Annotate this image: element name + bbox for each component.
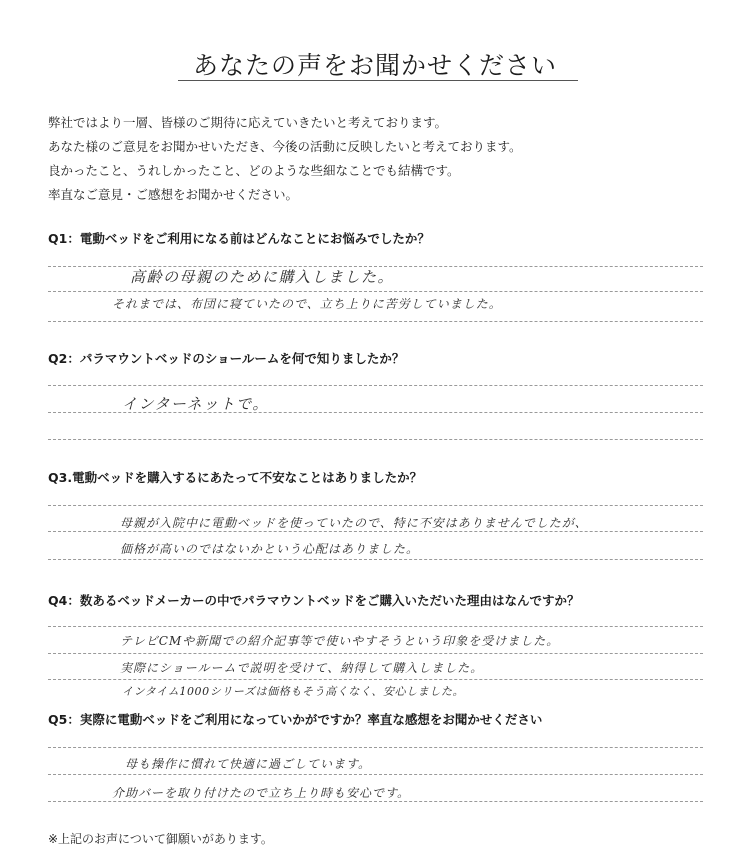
page-title: あなたの声をお聞かせください [192,51,557,80]
question-1-answer-line: 高齢の母親のために購入しました。 [130,268,395,286]
question-1-answer-line: それまでは、布団に寝ていたので、立ち上りに苦労していました。 [112,297,502,311]
intro-line: 率直なご意見・ご感想をお聞かせください。 [48,187,299,202]
intro-line: あなた様のご意見をお聞かせいただき、今後の活動に反映したいと考えております。 [48,139,522,154]
question-3-answer-line: 母親が入院中に電動ベッドを使っていたので、特に不安はありませんでしたが、 [120,516,588,530]
question-5-answer-line: 介助バーを取り付けたので立ち上り時も安心です。 [112,786,411,800]
answer-rule [48,774,703,775]
answer-rule [48,559,703,560]
question-2-label: Q2：パラマウントベッドのショールームを何で知りましたか？ [48,351,405,366]
question-1-label: Q1：電動ベッドをご利用になる前はどんなことにお悩みでしたか？ [48,231,430,246]
answer-rule [48,505,703,506]
question-4-answer-line: テレビCMや新聞での紹介記事等で使いやすそうという印象を受けました。 [120,634,560,648]
answer-rule [48,412,703,413]
intro-line: 弊社ではより一層、皆様のご期待に応えていきたいと考えております。 [48,115,448,130]
title-underline [178,80,578,81]
intro-text [48,111,522,207]
question-5-label: Q5：実際に電動ベッドをご利用になっていかがですか？率直な感想をお聞かせください [48,712,543,727]
question-4-label: Q4：数あるベッドメーカーの中でパラマウントベッドをご購入いただいた理由はなんですか？ [48,593,580,608]
question-3-answer-line: 価格が高いのではないかという心配はありました。 [120,542,420,556]
question-3-label: Q3.電動ベッドを購入するにあたって不安なことはありましたか？ [48,470,423,485]
answer-rule [48,626,703,627]
footnote: ※上記のお声について御願いがあります。 [48,832,273,846]
answer-rule [48,679,703,680]
answer-rule [48,439,703,440]
answer-rule [48,801,703,802]
answer-rule [48,321,703,322]
intro-line: 良かったこと、うれしかったこと、どのような些細なことでも結構です。 [48,163,460,178]
answer-rule [48,653,703,654]
question-2-answer-line: インターネットで。 [122,395,269,413]
answer-rule [48,385,703,386]
question-4-answer-line: インタイム1000シリーズは価格もそう高くなく、安心しました。 [122,685,465,698]
question-4-answer-line: 実際にショールームで説明を受けて、納得して購入しました。 [120,661,484,675]
answer-rule [48,747,703,748]
answer-rule [48,531,703,532]
answer-rule [48,291,703,292]
question-5-answer-line: 母も操作に慣れて快適に過ごしています。 [125,757,372,771]
